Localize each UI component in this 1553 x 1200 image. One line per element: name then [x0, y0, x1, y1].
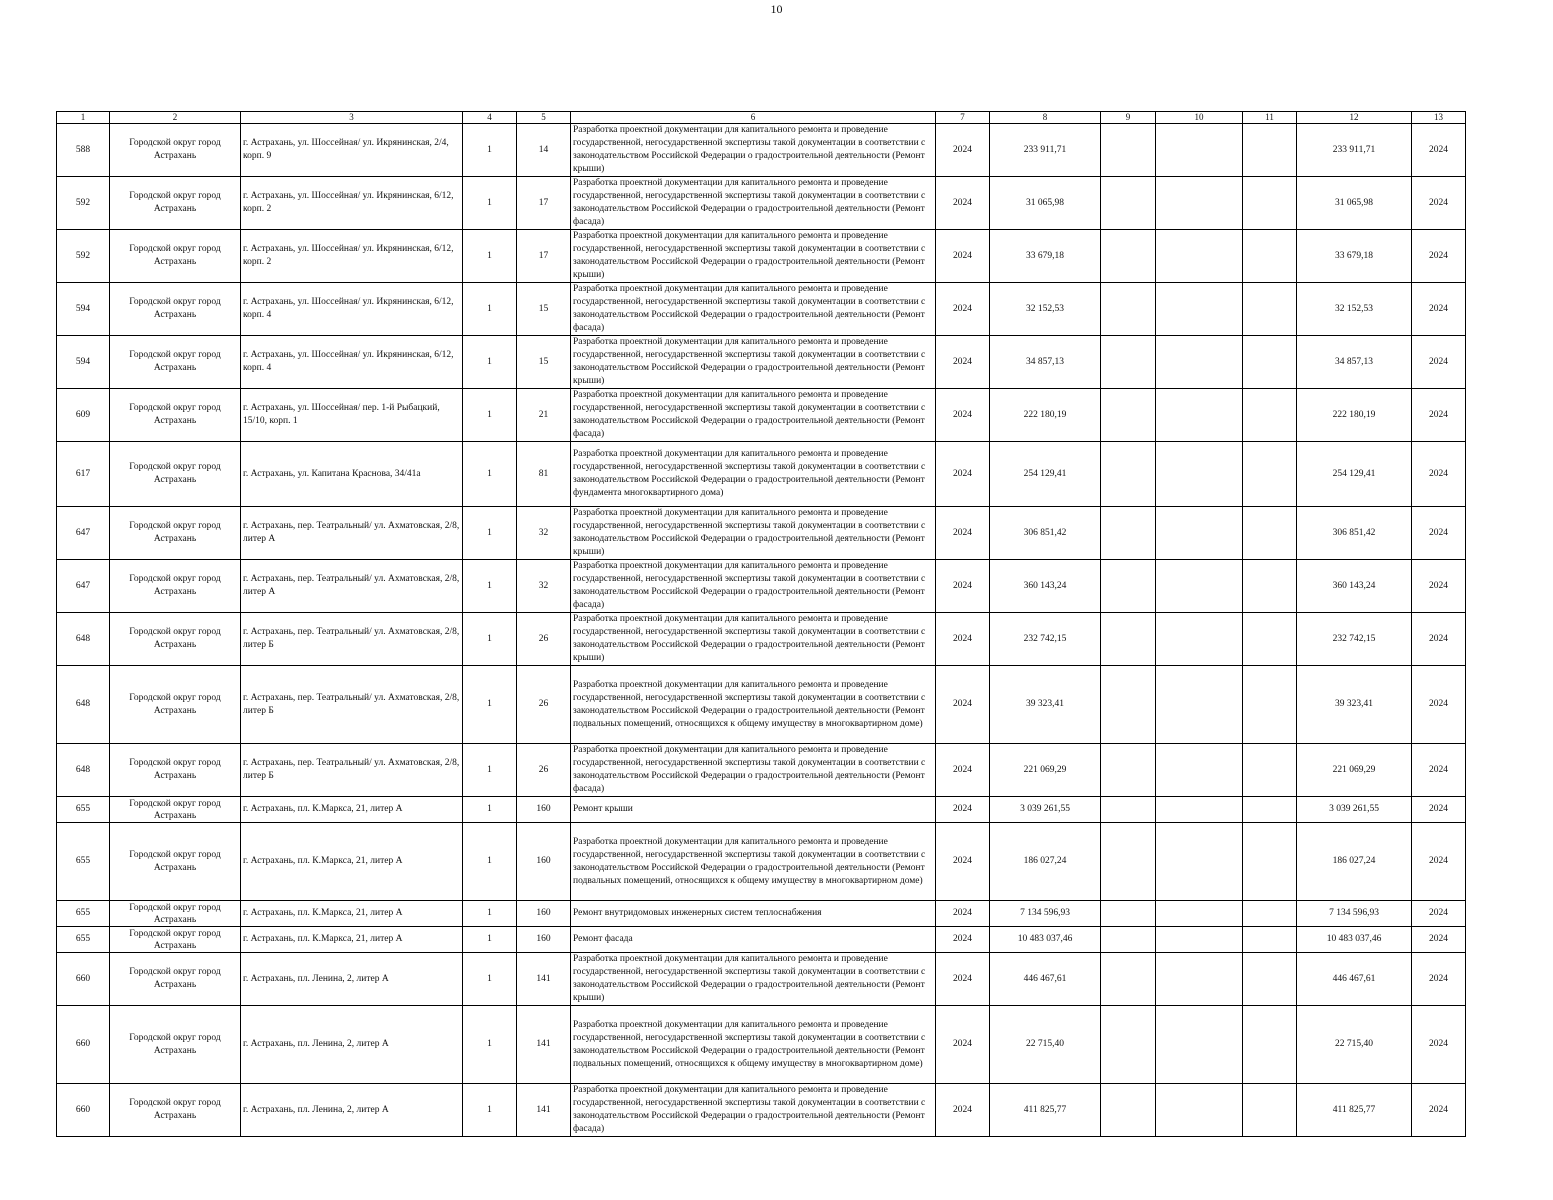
cell-col-5: 160: [517, 901, 571, 927]
cell-col-4: 1: [463, 613, 517, 666]
cell-year: 2024: [936, 283, 990, 336]
column-header: 13: [1412, 112, 1466, 124]
cell-municipality: Городской округ город Астрахань: [110, 901, 241, 927]
cell-municipality: Городской округ город Астрахань: [110, 823, 241, 901]
cell-address: г. Астрахань, ул. Шоссейная/ ул. Икрянинская, 6/12, корп. 4: [241, 336, 463, 389]
cell-row-number: 617: [57, 442, 110, 507]
cell-col-5: 15: [517, 283, 571, 336]
cell-col-10: [1156, 744, 1243, 797]
table-row: [57, 336, 1466, 389]
cell-year-end: 2024: [1412, 442, 1466, 507]
cell-address: г. Астрахань, пл. К.Маркса, 21, литер А: [241, 901, 463, 927]
cell-col-4: 1: [463, 442, 517, 507]
cell-row-number: 592: [57, 230, 110, 283]
cell-work-description: Ремонт фасада: [571, 927, 936, 953]
cell-year: 2024: [936, 927, 990, 953]
column-header: 8: [990, 112, 1101, 124]
cell-row-number: 647: [57, 507, 110, 560]
cell-address: г. Астрахань, пер. Театральный/ ул. Ахматовская, 2/8, литер Б: [241, 744, 463, 797]
cell-row-number: 609: [57, 389, 110, 442]
cell-cost: 186 027,24: [990, 823, 1101, 901]
cell-year-end: 2024: [1412, 560, 1466, 613]
cell-col-9: [1101, 953, 1156, 1006]
cell-col-9: [1101, 177, 1156, 230]
cell-col-5: 81: [517, 442, 571, 507]
cell-col-10: [1156, 177, 1243, 230]
column-header: 5: [517, 112, 571, 124]
cell-total: 222 180,19: [1297, 389, 1412, 442]
cell-year: 2024: [936, 336, 990, 389]
cell-year-end: 2024: [1412, 613, 1466, 666]
cell-col-9: [1101, 666, 1156, 744]
cell-col-10: [1156, 507, 1243, 560]
cell-municipality: Городской округ город Астрахань: [110, 797, 241, 823]
cell-work-description: Разработка проектной документации для капитального ремонта и проведение государственной, негосударственной экспертизы такой документации в соответствии с законодательством Российской Федерации о градостроительной деятельности (Ремонт крыши): [571, 336, 936, 389]
cell-col-11: [1243, 507, 1297, 560]
cell-col-4: 1: [463, 336, 517, 389]
cell-year: 2024: [936, 901, 990, 927]
cell-col-10: [1156, 901, 1243, 927]
cell-cost: 31 065,98: [990, 177, 1101, 230]
cell-address: г. Астрахань, пер. Театральный/ ул. Ахматовская, 2/8, литер А: [241, 560, 463, 613]
cell-col-11: [1243, 613, 1297, 666]
cell-work-description: Разработка проектной документации для капитального ремонта и проведение государственной, негосударственной экспертизы такой документации в соответствии с законодательством Российской Федерации о градостроительной деятельности (Ремонт крыши): [571, 507, 936, 560]
cell-col-4: 1: [463, 177, 517, 230]
cell-col-11: [1243, 927, 1297, 953]
cell-col-11: [1243, 124, 1297, 177]
cell-year: 2024: [936, 442, 990, 507]
cell-col-11: [1243, 442, 1297, 507]
cell-address: г. Астрахань, пл. Ленина, 2, литер А: [241, 1084, 463, 1137]
column-number-row: [57, 112, 1466, 124]
cell-work-description: Разработка проектной документации для капитального ремонта и проведение государственной, негосударственной экспертизы такой документации в соответствии с законодательством Российской Федерации о градостроительной деятельности (Ремонт подвальных помещений, относящихся к общему имуществу в многоквартирном доме): [571, 1006, 936, 1084]
cell-col-11: [1243, 1084, 1297, 1137]
cell-row-number: 594: [57, 336, 110, 389]
cell-year-end: 2024: [1412, 283, 1466, 336]
cell-col-5: 26: [517, 666, 571, 744]
cell-col-9: [1101, 927, 1156, 953]
cell-col-10: [1156, 1006, 1243, 1084]
column-header: 10: [1156, 112, 1243, 124]
cell-address: г. Астрахань, ул. Шоссейная/ ул. Икрянинская, 6/12, корп. 2: [241, 177, 463, 230]
column-header: 7: [936, 112, 990, 124]
cell-col-10: [1156, 124, 1243, 177]
table-row: [57, 442, 1466, 507]
cell-total: 3 039 261,55: [1297, 797, 1412, 823]
cell-col-11: [1243, 666, 1297, 744]
cell-municipality: Городской округ город Астрахань: [110, 927, 241, 953]
cell-col-4: 1: [463, 666, 517, 744]
cell-address: г. Астрахань, ул. Шоссейная/ пер. 1-й Рыбацкий, 15/10, корп. 1: [241, 389, 463, 442]
cell-year-end: 2024: [1412, 177, 1466, 230]
cell-year: 2024: [936, 823, 990, 901]
cell-year-end: 2024: [1412, 666, 1466, 744]
cell-col-10: [1156, 283, 1243, 336]
table-row: [57, 797, 1466, 823]
cell-row-number: 655: [57, 901, 110, 927]
cell-row-number: 648: [57, 744, 110, 797]
cell-total: 232 742,15: [1297, 613, 1412, 666]
cell-year-end: 2024: [1412, 230, 1466, 283]
cell-work-description: Ремонт внутридомовых инженерных систем теплоснабжения: [571, 901, 936, 927]
cell-col-10: [1156, 336, 1243, 389]
cell-year-end: 2024: [1412, 124, 1466, 177]
table-row: [57, 124, 1466, 177]
cell-col-11: [1243, 1006, 1297, 1084]
cell-col-4: 1: [463, 230, 517, 283]
cell-work-description: Разработка проектной документации для капитального ремонта и проведение государственной, негосударственной экспертизы такой документации в соответствии с законодательством Российской Федерации о градостроительной деятельности (Ремонт фасада): [571, 744, 936, 797]
cell-municipality: Городской округ город Астрахань: [110, 613, 241, 666]
cell-col-5: 26: [517, 613, 571, 666]
cell-col-4: 1: [463, 797, 517, 823]
cell-col-10: [1156, 560, 1243, 613]
cell-col-4: 1: [463, 953, 517, 1006]
cell-year: 2024: [936, 507, 990, 560]
cell-col-9: [1101, 389, 1156, 442]
cell-address: г. Астрахань, ул. Капитана Краснова, 34/41а: [241, 442, 463, 507]
cell-address: г. Астрахань, ул. Шоссейная/ ул. Икрянинская, 6/12, корп. 4: [241, 283, 463, 336]
table-row: [57, 389, 1466, 442]
cell-total: 360 143,24: [1297, 560, 1412, 613]
cell-total: 221 069,29: [1297, 744, 1412, 797]
column-header: 4: [463, 112, 517, 124]
cell-col-4: 1: [463, 389, 517, 442]
cell-year: 2024: [936, 744, 990, 797]
column-header: 2: [110, 112, 241, 124]
cell-col-10: [1156, 442, 1243, 507]
cell-col-5: 141: [517, 1084, 571, 1137]
table-row: [57, 666, 1466, 744]
cell-col-11: [1243, 389, 1297, 442]
cell-col-5: 21: [517, 389, 571, 442]
cell-col-5: 32: [517, 560, 571, 613]
cell-work-description: Разработка проектной документации для капитального ремонта и проведение государственной, негосударственной экспертизы такой документации в соответствии с законодательством Российской Федерации о градостроительной деятельности (Ремонт фасада): [571, 1084, 936, 1137]
cell-col-4: 1: [463, 901, 517, 927]
cell-col-5: 26: [517, 744, 571, 797]
cell-municipality: Городской округ город Астрахань: [110, 389, 241, 442]
cell-row-number: 648: [57, 613, 110, 666]
table-row: [57, 901, 1466, 927]
cell-address: г. Астрахань, пл. Ленина, 2, литер А: [241, 953, 463, 1006]
cell-col-10: [1156, 927, 1243, 953]
column-header: 1: [57, 112, 110, 124]
cell-cost: 411 825,77: [990, 1084, 1101, 1137]
cell-col-9: [1101, 901, 1156, 927]
cell-year: 2024: [936, 230, 990, 283]
cell-work-description: Разработка проектной документации для капитального ремонта и проведение государственной, негосударственной экспертизы такой документации в соответствии с законодательством Российской Федерации о градостроительной деятельности (Ремонт крыши): [571, 124, 936, 177]
cell-year-end: 2024: [1412, 744, 1466, 797]
cell-work-description: Разработка проектной документации для капитального ремонта и проведение государственной, негосударственной экспертизы такой документации в соответствии с законодательством Российской Федерации о градостроительной деятельности (Ремонт крыши): [571, 953, 936, 1006]
cell-total: 7 134 596,93: [1297, 901, 1412, 927]
table-row: [57, 283, 1466, 336]
cell-year-end: 2024: [1412, 823, 1466, 901]
cell-municipality: Городской округ город Астрахань: [110, 1006, 241, 1084]
cell-col-9: [1101, 124, 1156, 177]
cell-year: 2024: [936, 666, 990, 744]
cell-col-5: 17: [517, 177, 571, 230]
cell-col-10: [1156, 230, 1243, 283]
cell-col-5: 15: [517, 336, 571, 389]
cell-year: 2024: [936, 177, 990, 230]
cell-col-9: [1101, 1084, 1156, 1137]
cell-col-11: [1243, 230, 1297, 283]
cell-year-end: 2024: [1412, 1006, 1466, 1084]
cell-municipality: Городской округ город Астрахань: [110, 336, 241, 389]
cell-col-4: 1: [463, 823, 517, 901]
cell-year: 2024: [936, 560, 990, 613]
cell-year: 2024: [936, 1084, 990, 1137]
cell-row-number: 660: [57, 1084, 110, 1137]
cell-col-11: [1243, 283, 1297, 336]
cell-col-4: 1: [463, 560, 517, 613]
cell-row-number: 660: [57, 1006, 110, 1084]
cell-total: 306 851,42: [1297, 507, 1412, 560]
column-header: 12: [1297, 112, 1412, 124]
cell-work-description: Разработка проектной документации для капитального ремонта и проведение государственной, негосударственной экспертизы такой документации в соответствии с законодательством Российской Федерации о градостроительной деятельности (Ремонт фундамента многоквартирного дома): [571, 442, 936, 507]
cell-col-10: [1156, 953, 1243, 1006]
column-header: 6: [571, 112, 936, 124]
cell-total: 34 857,13: [1297, 336, 1412, 389]
cell-col-5: 32: [517, 507, 571, 560]
cell-cost: 34 857,13: [990, 336, 1101, 389]
cell-col-11: [1243, 953, 1297, 1006]
cell-cost: 3 039 261,55: [990, 797, 1101, 823]
cell-col-4: 1: [463, 927, 517, 953]
cell-year-end: 2024: [1412, 901, 1466, 927]
cell-col-4: 1: [463, 1084, 517, 1137]
cell-cost: 306 851,42: [990, 507, 1101, 560]
cell-address: г. Астрахань, пл. К.Маркса, 21, литер А: [241, 797, 463, 823]
cell-work-description: Разработка проектной документации для капитального ремонта и проведение государственной, негосударственной экспертизы такой документации в соответствии с законодательством Российской Федерации о градостроительной деятельности (Ремонт подвальных помещений, относящихся к общему имуществу в многоквартирном доме): [571, 823, 936, 901]
table-row: [57, 1006, 1466, 1084]
cell-municipality: Городской округ город Астрахань: [110, 560, 241, 613]
cell-col-4: 1: [463, 124, 517, 177]
cell-address: г. Астрахань, пер. Театральный/ ул. Ахматовская, 2/8, литер Б: [241, 613, 463, 666]
column-header: 9: [1101, 112, 1156, 124]
cell-col-11: [1243, 560, 1297, 613]
cell-address: г. Астрахань, пл. К.Маркса, 21, литер А: [241, 927, 463, 953]
cell-year: 2024: [936, 1006, 990, 1084]
cell-row-number: 655: [57, 797, 110, 823]
cell-col-10: [1156, 666, 1243, 744]
cell-address: г. Астрахань, ул. Шоссейная/ ул. Икрянинская, 6/12, корп. 2: [241, 230, 463, 283]
cell-municipality: Городской округ город Астрахань: [110, 1084, 241, 1137]
table-row: [57, 177, 1466, 230]
cell-year: 2024: [936, 613, 990, 666]
cell-col-5: 160: [517, 797, 571, 823]
cell-col-4: 1: [463, 283, 517, 336]
cell-col-11: [1243, 797, 1297, 823]
cell-col-5: 14: [517, 124, 571, 177]
table-row: [57, 1084, 1466, 1137]
cell-total: 186 027,24: [1297, 823, 1412, 901]
table-row: [57, 927, 1466, 953]
cell-col-5: 160: [517, 927, 571, 953]
table-row: [57, 613, 1466, 666]
cell-year-end: 2024: [1412, 336, 1466, 389]
cell-row-number: 594: [57, 283, 110, 336]
cell-col-10: [1156, 797, 1243, 823]
cell-total: 10 483 037,46: [1297, 927, 1412, 953]
cell-total: 39 323,41: [1297, 666, 1412, 744]
cell-cost: 33 679,18: [990, 230, 1101, 283]
cell-work-description: Разработка проектной документации для капитального ремонта и проведение государственной, негосударственной экспертизы такой документации в соответствии с законодательством Российской Федерации о градостроительной деятельности (Ремонт фасада): [571, 283, 936, 336]
cell-col-9: [1101, 230, 1156, 283]
cell-cost: 39 323,41: [990, 666, 1101, 744]
cell-municipality: Городской округ город Астрахань: [110, 953, 241, 1006]
cell-work-description: Разработка проектной документации для капитального ремонта и проведение государственной, негосударственной экспертизы такой документации в соответствии с законодательством Российской Федерации о градостроительной деятельности (Ремонт крыши): [571, 230, 936, 283]
cell-col-9: [1101, 442, 1156, 507]
cell-col-10: [1156, 1084, 1243, 1137]
cell-year: 2024: [936, 953, 990, 1006]
cell-col-5: 141: [517, 1006, 571, 1084]
cell-col-11: [1243, 901, 1297, 927]
cell-municipality: Городской округ город Астрахань: [110, 744, 241, 797]
table-row: [57, 560, 1466, 613]
cell-municipality: Городской округ город Астрахань: [110, 666, 241, 744]
cell-municipality: Городской округ город Астрахань: [110, 177, 241, 230]
cell-col-4: 1: [463, 507, 517, 560]
cell-total: 411 825,77: [1297, 1084, 1412, 1137]
cell-year-end: 2024: [1412, 953, 1466, 1006]
cell-row-number: 655: [57, 823, 110, 901]
cell-work-description: Разработка проектной документации для капитального ремонта и проведение государственной, негосударственной экспертизы такой документации в соответствии с законодательством Российской Федерации о градостроительной деятельности (Ремонт крыши): [571, 613, 936, 666]
cell-col-9: [1101, 797, 1156, 823]
cell-cost: 32 152,53: [990, 283, 1101, 336]
cell-work-description: Разработка проектной документации для капитального ремонта и проведение государственной, негосударственной экспертизы такой документации в соответствии с законодательством Российской Федерации о градостроительной деятельности (Ремонт фасада): [571, 177, 936, 230]
cell-row-number: 588: [57, 124, 110, 177]
cell-work-description: Разработка проектной документации для капитального ремонта и проведение государственной, негосударственной экспертизы такой документации в соответствии с законодательством Российской Федерации о градостроительной деятельности (Ремонт подвальных помещений, относящихся к общему имуществу в многоквартирном доме): [571, 666, 936, 744]
cell-year-end: 2024: [1412, 927, 1466, 953]
cell-col-9: [1101, 283, 1156, 336]
cell-total: 31 065,98: [1297, 177, 1412, 230]
table-row: [57, 230, 1466, 283]
cell-total: 254 129,41: [1297, 442, 1412, 507]
cell-row-number: 648: [57, 666, 110, 744]
cell-municipality: Городской округ город Астрахань: [110, 507, 241, 560]
cell-col-5: 17: [517, 230, 571, 283]
cell-cost: 10 483 037,46: [990, 927, 1101, 953]
cell-work-description: Разработка проектной документации для капитального ремонта и проведение государственной, негосударственной экспертизы такой документации в соответствии с законодательством Российской Федерации о градостроительной деятельности (Ремонт фасада): [571, 389, 936, 442]
cell-col-9: [1101, 744, 1156, 797]
page-number: 10: [770, 2, 783, 16]
cell-col-11: [1243, 823, 1297, 901]
cell-cost: 360 143,24: [990, 560, 1101, 613]
cell-year-end: 2024: [1412, 797, 1466, 823]
table-row: [57, 953, 1466, 1006]
cell-col-10: [1156, 823, 1243, 901]
cell-year-end: 2024: [1412, 507, 1466, 560]
cell-col-9: [1101, 613, 1156, 666]
table-row: [57, 823, 1466, 901]
table-row: [57, 744, 1466, 797]
cell-cost: 254 129,41: [990, 442, 1101, 507]
cell-municipality: Городской округ город Астрахань: [110, 124, 241, 177]
cell-row-number: 655: [57, 927, 110, 953]
cell-address: г. Астрахань, пер. Театральный/ ул. Ахматовская, 2/8, литер А: [241, 507, 463, 560]
cell-work-description: Разработка проектной документации для капитального ремонта и проведение государственной, негосударственной экспертизы такой документации в соответствии с законодательством Российской Федерации о градостроительной деятельности (Ремонт фасада): [571, 560, 936, 613]
cell-municipality: Городской округ город Астрахань: [110, 230, 241, 283]
cell-col-11: [1243, 177, 1297, 230]
cell-col-9: [1101, 336, 1156, 389]
cell-col-10: [1156, 389, 1243, 442]
cell-address: г. Астрахань, пл. К.Маркса, 21, литер А: [241, 823, 463, 901]
cell-year: 2024: [936, 797, 990, 823]
cell-col-10: [1156, 613, 1243, 666]
cell-col-9: [1101, 507, 1156, 560]
column-header: 3: [241, 112, 463, 124]
repair-register-table: [56, 111, 1466, 1137]
cell-year-end: 2024: [1412, 1084, 1466, 1137]
cell-col-9: [1101, 1006, 1156, 1084]
cell-cost: 233 911,71: [990, 124, 1101, 177]
cell-year: 2024: [936, 389, 990, 442]
cell-cost: 22 715,40: [990, 1006, 1101, 1084]
cell-total: 32 152,53: [1297, 283, 1412, 336]
table-row: [57, 507, 1466, 560]
column-header: 11: [1243, 112, 1297, 124]
cell-municipality: Городской округ город Астрахань: [110, 283, 241, 336]
cell-year: 2024: [936, 124, 990, 177]
cell-row-number: 647: [57, 560, 110, 613]
cell-address: г. Астрахань, пер. Театральный/ ул. Ахматовская, 2/8, литер Б: [241, 666, 463, 744]
cell-cost: 222 180,19: [990, 389, 1101, 442]
cell-col-5: 160: [517, 823, 571, 901]
cell-year-end: 2024: [1412, 389, 1466, 442]
cell-col-5: 141: [517, 953, 571, 1006]
cell-col-9: [1101, 560, 1156, 613]
cell-municipality: Городской округ город Астрахань: [110, 442, 241, 507]
cell-row-number: 660: [57, 953, 110, 1006]
cell-address: г. Астрахань, ул. Шоссейная/ ул. Икрянинская, 2/4, корп. 9: [241, 124, 463, 177]
cell-cost: 7 134 596,93: [990, 901, 1101, 927]
cell-col-11: [1243, 744, 1297, 797]
cell-col-11: [1243, 336, 1297, 389]
cell-cost: 232 742,15: [990, 613, 1101, 666]
cell-cost: 221 069,29: [990, 744, 1101, 797]
cell-col-4: 1: [463, 1006, 517, 1084]
cell-total: 446 467,61: [1297, 953, 1412, 1006]
cell-col-4: 1: [463, 744, 517, 797]
cell-col-9: [1101, 823, 1156, 901]
cell-total: 22 715,40: [1297, 1006, 1412, 1084]
cell-work-description: Ремонт крыши: [571, 797, 936, 823]
cell-address: г. Астрахань, пл. Ленина, 2, литер А: [241, 1006, 463, 1084]
cell-row-number: 592: [57, 177, 110, 230]
cell-total: 33 679,18: [1297, 230, 1412, 283]
cell-cost: 446 467,61: [990, 953, 1101, 1006]
cell-total: 233 911,71: [1297, 124, 1412, 177]
